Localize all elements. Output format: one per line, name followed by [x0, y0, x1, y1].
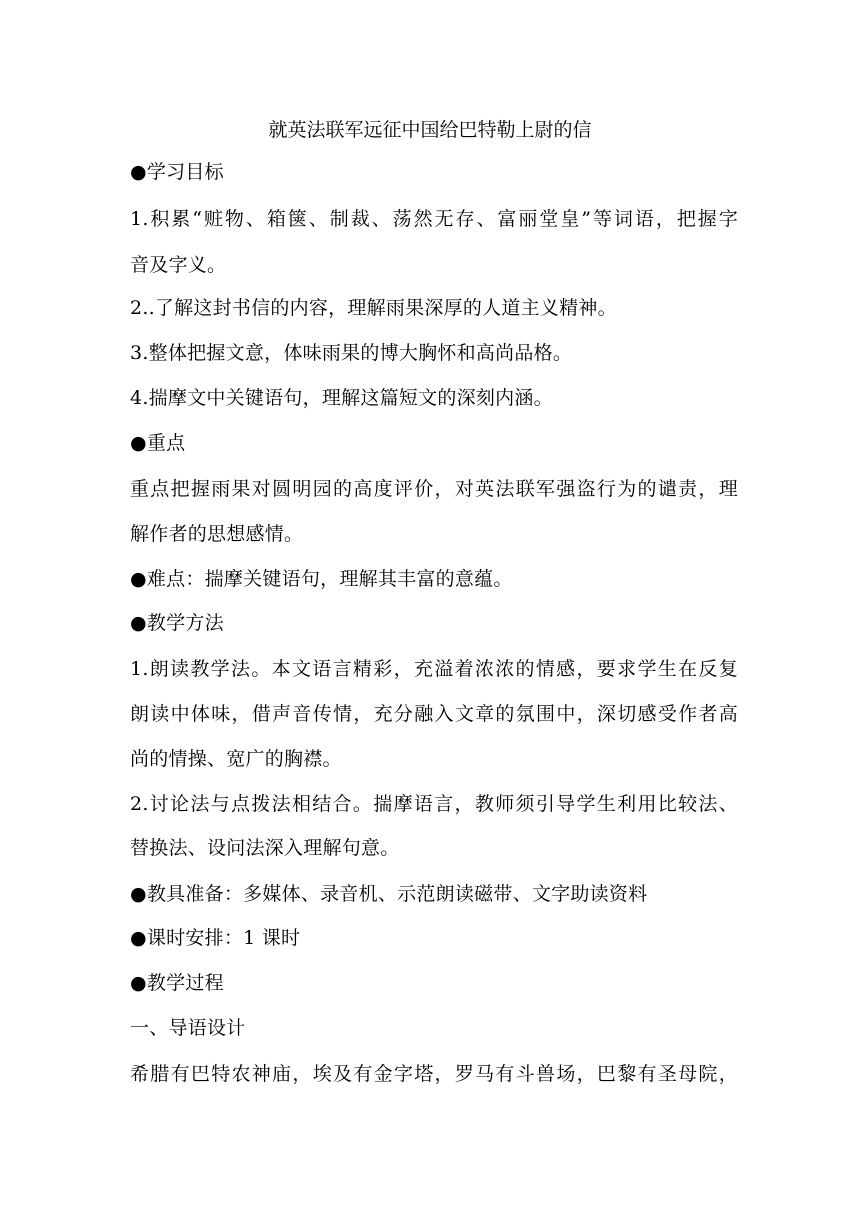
- goal-4: 4.揣摩文中关键语句，理解这篇短文的深刻内涵。: [130, 387, 553, 409]
- teaching-aids: ●教具准备：多媒体、录音机、示范朗读磁带、文字助读资料: [130, 883, 648, 905]
- method-2-line-1: 2.讨论法与点拨法相结合。揣摩语言，教师须引导学生利用比较法、: [130, 793, 738, 815]
- key-points-line-1: 重点把握雨果对圆明园的高度评价，对英法联军强盗行为的谴责，理: [130, 478, 738, 500]
- document-title: 就英法联军远征中国给巴特勒上尉的信: [268, 119, 592, 141]
- goal-3: 3.整体把握文意，体味雨果的博大胸怀和高尚品格。: [130, 342, 573, 364]
- method-1-line-3: 尚的情操、宽广的胸襟。: [130, 748, 342, 770]
- goal-1-line-1: 1.积累“赃物、箱箧、制裁、荡然无存、富丽堂皇”等词语，把握字: [130, 208, 738, 230]
- introduction-paragraph-line-1: 希腊有巴特农神庙，埃及有金字塔，罗马有斗兽场，巴黎有圣母院，: [130, 1063, 738, 1085]
- subsection-heading-introduction: 一、导语设计: [130, 1017, 246, 1039]
- section-heading-teaching-methods: ●教学方法: [130, 612, 224, 634]
- key-points-line-2: 解作者的思想感情。: [130, 523, 304, 545]
- section-heading-teaching-process: ●教学过程: [130, 972, 224, 994]
- goal-1-line-2: 音及字义。: [130, 254, 227, 276]
- goal-2: 2..了解这封书信的内容，理解雨果深厚的人道主义精神。: [130, 297, 617, 319]
- method-1-line-1: 1.朗读教学法。本文语言精彩，充溢着浓浓的情感，要求学生在反复: [130, 658, 738, 680]
- class-hours: ●课时安排：1 课时: [130, 927, 301, 949]
- difficult-points: ●难点：揣摩关键语句，理解其丰富的意蕴。: [130, 568, 513, 590]
- method-2-line-2: 替换法、设问法深入理解句意。: [130, 837, 400, 859]
- section-heading-key-points: ●重点: [130, 432, 186, 454]
- method-1-line-2: 朗读中体味，借声音传情，充分融入文章的氛围中，深切感受作者高: [130, 703, 738, 725]
- section-heading-learning-goals: ●学习目标: [130, 161, 224, 183]
